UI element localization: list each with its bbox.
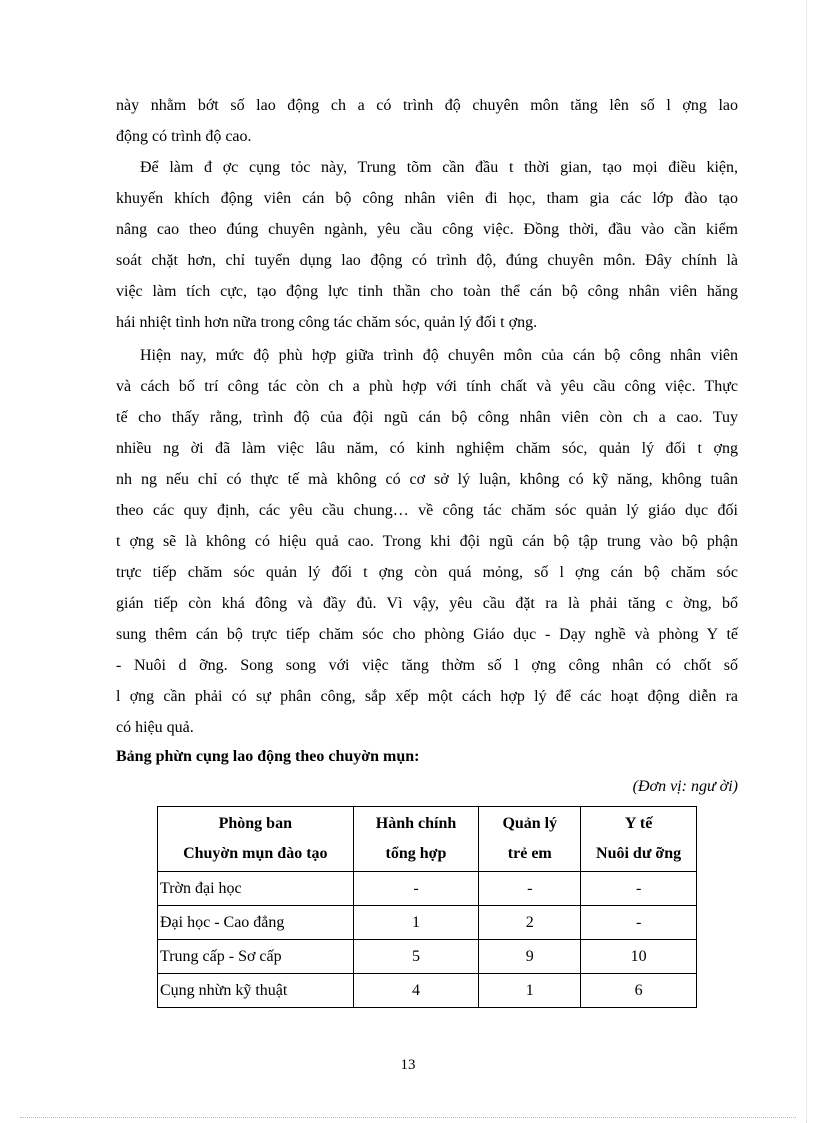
header-admin-line1: Hành chính — [375, 815, 457, 832]
row-label: Cụng nhừn kỹ thuật — [158, 974, 354, 1008]
table-title: Bảng phừn cụng lao động theo chuyờn mụn: — [116, 748, 420, 765]
table-row — [158, 906, 697, 940]
header-corner-line1: Phòng ban — [218, 815, 292, 832]
header-childcare-line2: trẻ em — [507, 845, 552, 862]
header-corner-line2: Chuyờn mụn đào tạo — [183, 845, 328, 862]
paragraph-line: động có trình độ cao. — [116, 128, 252, 145]
header-admin-cell — [353, 807, 479, 872]
paragraph-line: gián tiếp còn khá đông và đầy đủ. Vì vậy, yêu cầu đặt ra là phải tăng c ờng, bổ — [116, 595, 738, 612]
paragraph-line: và cách bố trí công tác còn ch a phù hợp với tính chất và yêu cầu công việc. Thực — [116, 378, 738, 395]
header-corner-cell — [158, 807, 354, 872]
paragraph-line: soát chặt hơn, chỉ tuyển dụng lao động có trình độ, đúng chuyên môn. Đây chính là — [116, 252, 738, 269]
table-cell: - — [479, 872, 581, 906]
paragraph-line: trực tiếp chăm sóc quản lý đối t ợng còn quá mỏng, số l ợng cán bộ chăm sóc — [116, 564, 738, 581]
table-cell: 5 — [353, 940, 479, 974]
table-cell: 1 — [353, 906, 479, 940]
paragraph-line: nhiều ng ời đã làm việc lâu năm, có kinh nghiệm chăm sóc, quản lý đối t ợng — [116, 440, 738, 457]
paragraph-line: có hiệu quả. — [116, 719, 194, 736]
paragraph-line: l ợng cần phải có sự phân công, sắp xếp một cách hợp lý để các hoạt động diễn ra — [116, 688, 738, 705]
paragraph-line: khuyến khích động viên cán bộ công nhân viên đi học, tham gia các lớp đào tạo — [116, 190, 738, 207]
paragraph-line: Để làm đ ợc cụng tỏc này, Trung tõm cần đầu t thời gian, tạo mọi điều kiện, — [140, 159, 738, 176]
paragraph-line: Hiện nay, mức độ phù hợp giữa trình độ chuyên môn của cán bộ công nhân viên — [140, 347, 738, 364]
table-cell: - — [581, 906, 697, 940]
paragraph-line: việc làm tích cực, tạo động lực tinh thần cho toàn thể cán bộ công nhân viên hăng — [116, 283, 738, 300]
paragraph-line: tế cho thấy rằng, trình độ của đội ngũ cán bộ công nhân viên còn ch a cao. Tuy — [116, 409, 738, 426]
row-label: Đại học - Cao đẳng — [158, 906, 354, 940]
header-health-line1: Y tế — [624, 815, 653, 832]
page-number: 13 — [400, 1057, 416, 1073]
header-childcare-cell — [479, 807, 581, 872]
paragraph-line: sung thêm cán bộ trực tiếp chăm sóc cho phòng Giáo dục - Dạy nghề và phòng Y tế — [116, 626, 738, 643]
table-cell: - — [353, 872, 479, 906]
paragraph-line: t ợng sẽ là không có hiệu quả cao. Trong khi đội ngũ cán bộ tập trung vào bộ phận — [116, 533, 738, 550]
paragraph-line: - Nuôi d ỡng. Song song với việc tăng thờm số l ợng công nhân có chốt số — [116, 657, 738, 674]
row-label: Trung cấp - Sơ cấp — [158, 940, 354, 974]
row-label: Trờn đại học — [158, 872, 354, 906]
paragraph-line: nâng cao theo đúng chuyên ngành, yêu cầu công việc. Đồng thời, đầu vào cần kiểm — [116, 221, 738, 238]
table-cell: 6 — [581, 974, 697, 1008]
table-cell: - — [581, 872, 697, 906]
paragraph-line: theo các quy định, các yêu cầu chung… về công tác chăm sóc quản lý giáo dục đối — [116, 502, 738, 519]
table-header-row — [158, 807, 697, 872]
page-edge-divider — [806, 0, 807, 1123]
paragraph-line: này nhằm bớt số lao động ch a có trình độ chuyên môn tăng lên số l ợng lao — [116, 97, 738, 114]
table-cell: 1 — [479, 974, 581, 1008]
header-admin-line2: tổng hợp — [385, 845, 447, 862]
unit-note: (Đơn vị: ngư ời) — [632, 778, 738, 795]
paragraph-line: hái nhiệt tình hơn nữa trong công tác chăm sóc, quản lý đối t ợng. — [116, 314, 538, 331]
header-health-cell — [581, 807, 697, 872]
paragraph-line: nh ng nếu chỉ có thực tế mà không có cơ sở lý luận, không có kỹ năng, không tuân — [116, 471, 738, 488]
table-cell: 9 — [479, 940, 581, 974]
table-row — [158, 872, 697, 906]
staff-allocation-table — [157, 806, 697, 1008]
header-health-line2: Nuôi dư ỡng — [596, 845, 682, 862]
table-row — [158, 940, 697, 974]
table-cell: 4 — [353, 974, 479, 1008]
table-row — [158, 974, 697, 1008]
footer-divider — [20, 1117, 796, 1118]
header-childcare-line1: Quản lý — [502, 815, 558, 832]
table-cell: 10 — [581, 940, 697, 974]
table-cell: 2 — [479, 906, 581, 940]
